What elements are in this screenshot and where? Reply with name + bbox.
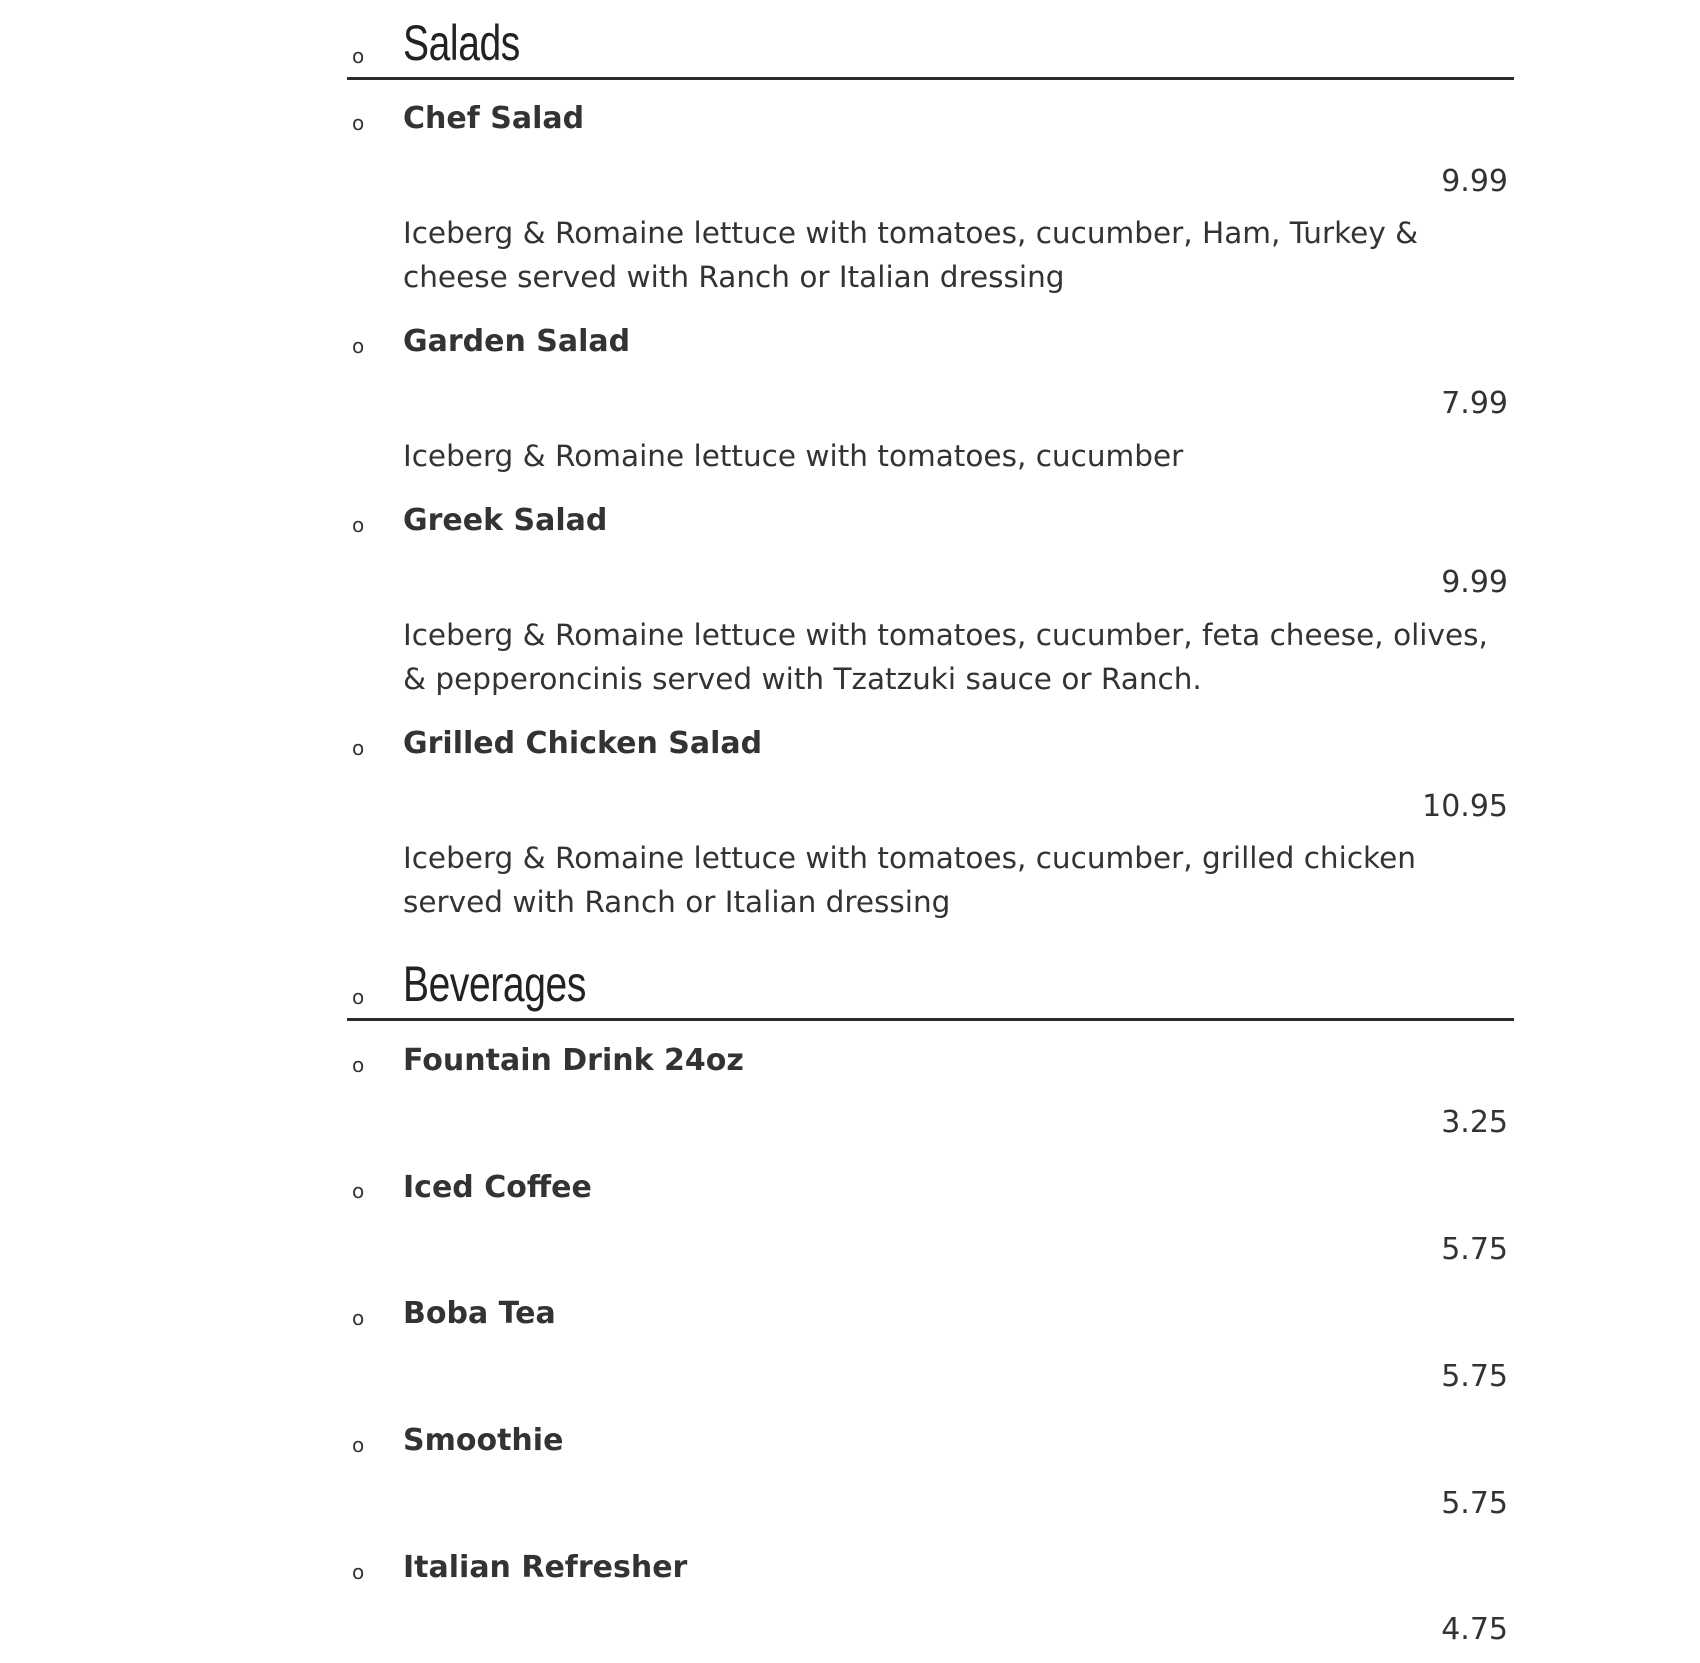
description-line: Iceberg & Romaine lettuce with tomatoes, cucumber, feta cheese, olives,	[403, 618, 1488, 652]
menu-item-name: Iced Coffee	[403, 1170, 592, 1205]
menu-item-name: Grilled Chicken Salad	[403, 726, 763, 761]
item-bullet: o	[352, 1179, 365, 1203]
menu-item-price: 4.75	[1441, 1612, 1508, 1647]
item-bullet: o	[352, 1433, 365, 1457]
section-bullet: o	[352, 985, 365, 1009]
menu-item-price: 5.75	[1441, 1486, 1508, 1521]
description-line: Iceberg & Romaine lettuce with tomatoes, cucumber, Ham, Turkey &	[403, 216, 1419, 250]
description-line: & pepperoncinis served with Tzatzuki sauce or Ranch.	[403, 662, 1202, 696]
menu-item-price: 9.99	[1441, 565, 1508, 600]
item-bullet: o	[352, 513, 365, 537]
description-line: Iceberg & Romaine lettuce with tomatoes, cucumber	[403, 439, 1184, 473]
menu-item-description	[403, 613, 1503, 701]
menu-item-name: Garden Salad	[403, 324, 631, 359]
item-bullet: o	[352, 1560, 365, 1584]
menu-item-name: Boba Tea	[403, 1296, 556, 1331]
menu-item-name: Smoothie	[403, 1423, 564, 1458]
item-bullet: o	[352, 111, 365, 135]
description-line: cheese served with Ranch or Italian dressing	[403, 260, 1065, 294]
item-bullet: o	[352, 1306, 365, 1330]
menu-item-description	[403, 836, 1503, 924]
menu-item-description	[403, 211, 1503, 299]
description-line: Iceberg & Romaine lettuce with tomatoes, cucumber, grilled chicken	[403, 841, 1416, 875]
menu-item-price: 3.25	[1441, 1105, 1508, 1140]
description-line: served with Ranch or Italian dressing	[403, 885, 951, 919]
menu-item-name: Greek Salad	[403, 503, 608, 538]
menu-item-name: Italian Refresher	[403, 1550, 688, 1585]
section-bullet: o	[352, 44, 365, 68]
item-bullet: o	[352, 334, 365, 358]
item-bullet: o	[352, 736, 365, 760]
menu-item-description	[403, 434, 1503, 478]
item-bullet: o	[352, 1053, 365, 1077]
menu-item-price: 5.75	[1441, 1359, 1508, 1394]
menu-item-price: 7.99	[1441, 386, 1508, 421]
menu-item-price: 5.75	[1441, 1232, 1508, 1267]
menu-item-price: 9.99	[1441, 164, 1508, 199]
menu-item-name: Chef Salad	[403, 101, 585, 136]
menu-item-price: 10.95	[1422, 789, 1508, 824]
section-divider	[347, 1018, 1514, 1021]
section-divider	[347, 77, 1514, 80]
section-title-salads: Salads	[403, 15, 520, 71]
menu-item-name: Fountain Drink 24oz	[403, 1043, 744, 1078]
section-title-beverages: Beverages	[403, 956, 586, 1012]
